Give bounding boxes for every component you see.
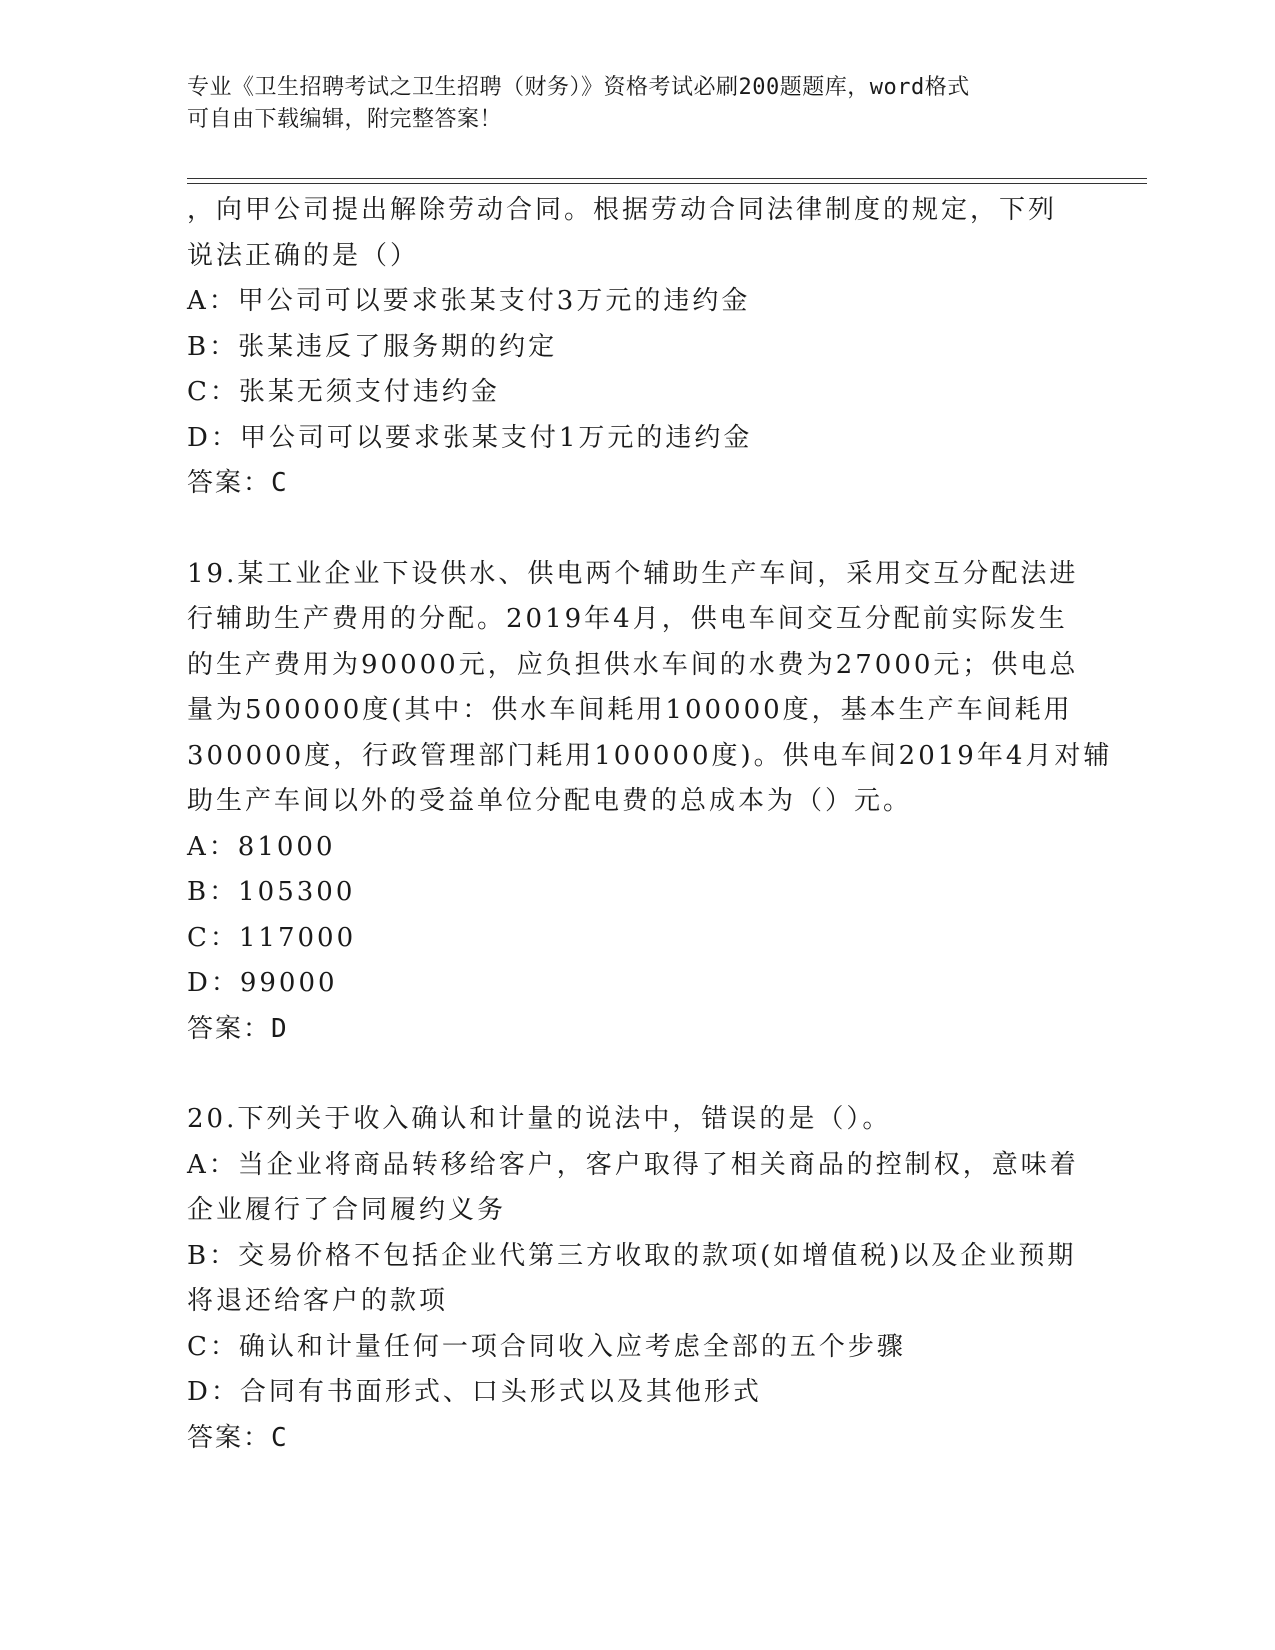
question-stem-line: 行辅助生产费用的分配。2019年4月，供电车间交互分配前实际发生 bbox=[187, 604, 1068, 634]
question-20 bbox=[187, 1097, 1087, 1461]
question-18 bbox=[187, 188, 1087, 507]
page-header bbox=[187, 72, 1067, 136]
question-stem-line: 说法正确的是（） bbox=[187, 240, 420, 271]
header-title-line-1: 专业《卫生招聘考试之卫生招聘（财务）》资格考试必刷200题题库，word格式 bbox=[187, 75, 970, 100]
question-stem-line: 19.某工业企业下设供水、供电两个辅助生产车间，采用交互分配法进 bbox=[187, 558, 1079, 589]
answer-label: 答案：C bbox=[187, 468, 289, 498]
option-c: C：117000 bbox=[187, 922, 357, 953]
answer-label: 答案：C bbox=[187, 1422, 289, 1453]
option-d: D：99000 bbox=[187, 968, 338, 998]
document-body bbox=[187, 188, 1113, 1461]
question-spacer bbox=[187, 507, 1087, 552]
header-divider-bottom bbox=[187, 183, 1147, 184]
question-stem-line: 20.下列关于收入确认和计量的说法中，错误的是（）。 bbox=[187, 1104, 892, 1134]
option-a: A：甲公司可以要求张某支付3万元的违约金 bbox=[187, 286, 751, 316]
option-d: D：甲公司可以要求张某支付1万元的违约金 bbox=[187, 422, 753, 453]
question-19 bbox=[187, 552, 1113, 1053]
answer-label: 答案：D bbox=[187, 1013, 289, 1044]
option-b: B：105300 bbox=[187, 877, 356, 907]
option-b-line: 将退还给客户的款项 bbox=[187, 1286, 449, 1316]
header-divider-top bbox=[187, 178, 1147, 179]
option-a-line: A：当企业将商品转移给客户，客户取得了相关商品的控制权，意味着 bbox=[187, 1149, 1079, 1180]
option-b: B：张某违反了服务期的约定 bbox=[187, 331, 558, 362]
question-spacer bbox=[187, 1052, 1087, 1097]
option-d: D：合同有书面形式、口头形式以及其他形式 bbox=[187, 1377, 762, 1407]
header-title-line-2: 可自由下载编辑，附完整答案！ bbox=[187, 107, 503, 132]
option-b-line: B：交易价格不包括企业代第三方收取的款项(如增值税)以及企业预期 bbox=[187, 1240, 1077, 1271]
question-stem-line: ，向甲公司提出解除劳动合同。根据劳动合同法律制度的规定，下列 bbox=[187, 195, 1058, 225]
option-c: C：张某无须支付违约金 bbox=[187, 377, 500, 407]
question-stem-line: 的生产费用为90000元，应负担供水车间的水费为27000元；供电总 bbox=[187, 649, 1079, 680]
option-a: A：81000 bbox=[187, 831, 336, 862]
question-stem-line: 助生产车间以外的受益单位分配电费的总成本为（）元。 bbox=[187, 786, 913, 816]
question-stem-line: 300000度，行政管理部门耗用100000度)。供电车间2019年4月对辅 bbox=[187, 740, 1113, 771]
question-stem-line: 量为500000度(其中：供水车间耗用100000度，基本生产车间耗用 bbox=[187, 695, 1073, 725]
option-c: C：确认和计量任何一项合同收入应考虑全部的五个步骤 bbox=[187, 1331, 906, 1362]
option-a-line: 企业履行了合同履约义务 bbox=[187, 1195, 507, 1225]
